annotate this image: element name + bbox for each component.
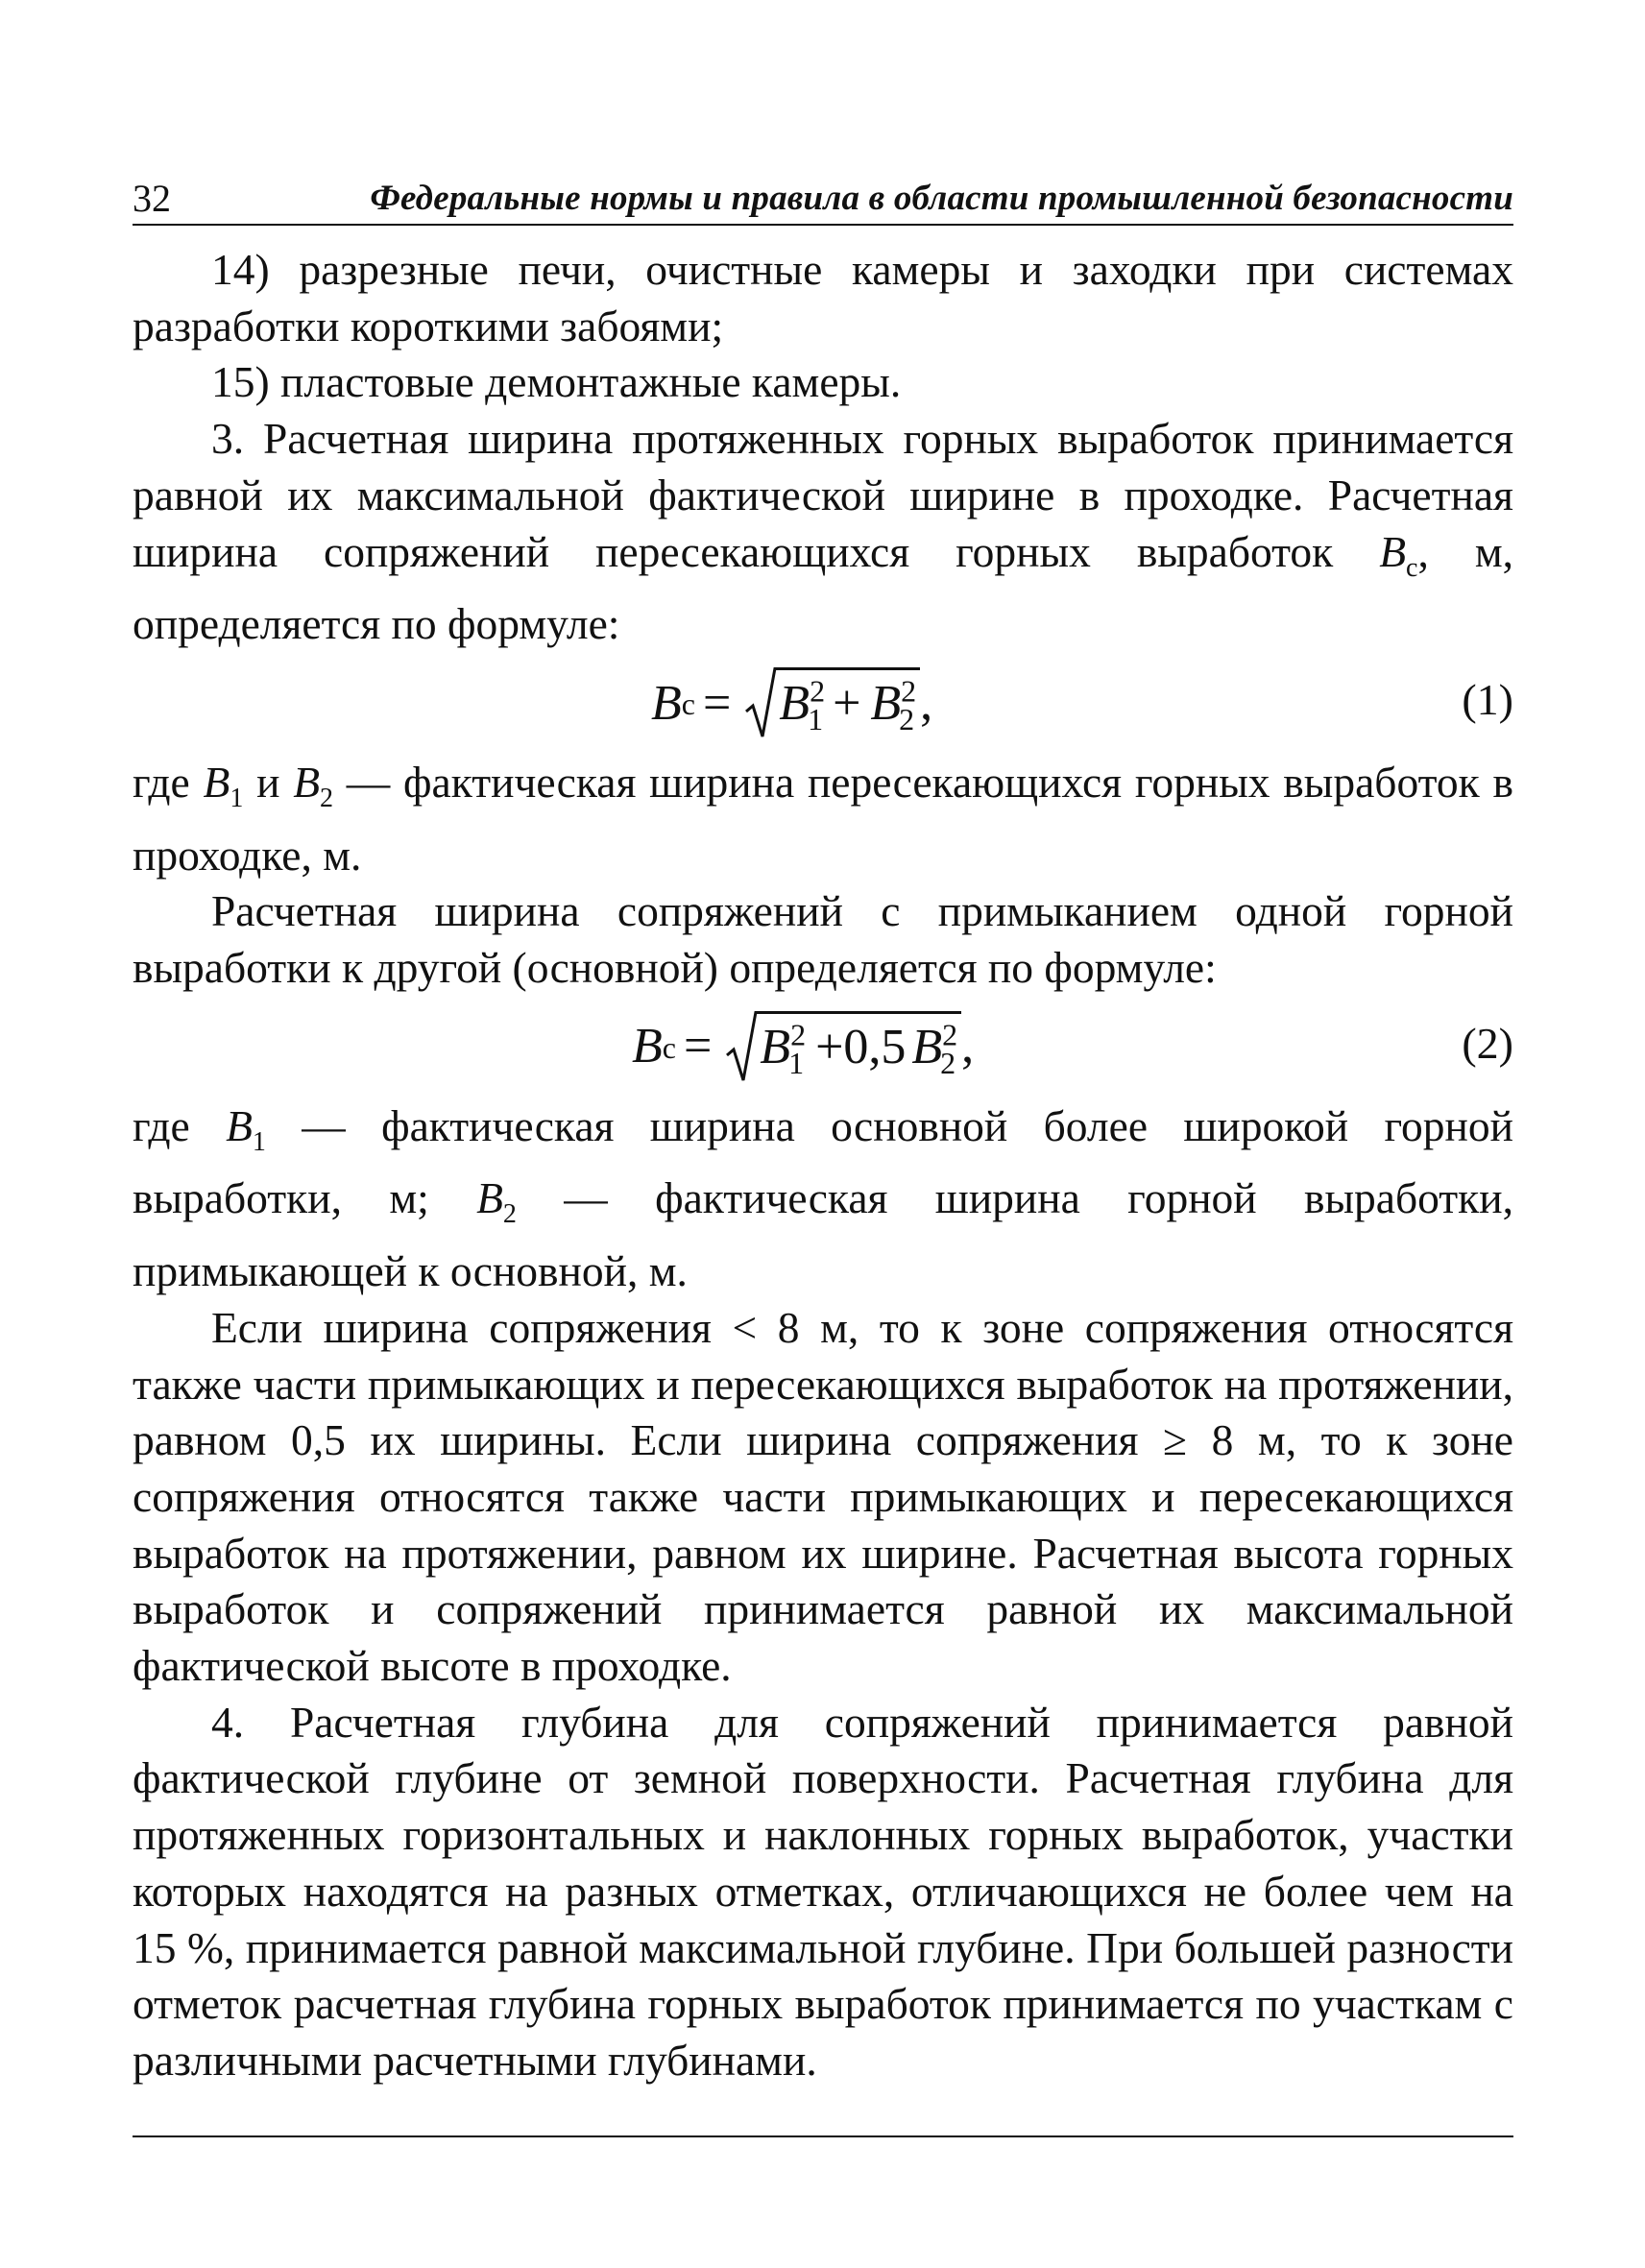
formula-1-equals: = (702, 675, 732, 731)
formula-2-b1-sup: 2 (790, 1017, 807, 1052)
var-b2-sub: 2 (320, 783, 333, 813)
formula-1-b2-sub: 2 (899, 702, 915, 737)
section-3-text-b: , м, определяется по формуле: (133, 526, 1514, 649)
formula-2-explanation-text-2: — фактическая ширина горной выработки, примыкающей к основной, м. (133, 1173, 1513, 1296)
formula-1-lhs: B (651, 675, 682, 731)
list-item-14: 14) разрезные печи, очистные камеры и заходки при системах разработки короткими забоями; (133, 245, 1513, 350)
formula-2-expression: B с = $B^2_1 +0,5$ $B^2_2$ , (632, 997, 974, 1098)
formula-2-b2-sub: 2 (940, 1046, 956, 1081)
formula-2-explanation (133, 1098, 1513, 1300)
where-word: где (133, 757, 204, 807)
formula-1-explanation-text: — фактическая ширина пересекающихся горных выработок в проходке, м. (133, 757, 1513, 880)
section-3-paragraph (133, 411, 1513, 653)
var-b2-sub: 2 (502, 1199, 517, 1230)
page-number: 32 (133, 177, 171, 220)
formula-1-number: (1) (1462, 674, 1513, 724)
var-b1: B (203, 757, 230, 807)
formula-2-coefficient: +0,5 (815, 1019, 907, 1074)
formula-1-explanation (133, 755, 1513, 883)
radical-sign-icon (725, 1011, 758, 1084)
formula-2-radicand (756, 1011, 961, 1084)
formula-2-comma: , (961, 1019, 975, 1074)
list-item-15: 15) пластовые демонтажные камеры. (211, 357, 902, 407)
running-title: Федеральные нормы и правила в области промышленной безопасности (370, 179, 1513, 218)
var-b2: B (293, 757, 320, 807)
var-b: B (1379, 526, 1407, 576)
formula-1-b1-sub: 1 (808, 702, 824, 737)
formula-2-equals: = (683, 1019, 713, 1074)
page-header (133, 176, 1513, 226)
var-b1-sub: 1 (230, 783, 244, 813)
var-b1-sub: 1 (252, 1126, 266, 1157)
var-b1: B (226, 1100, 253, 1150)
page-body (133, 242, 1513, 2089)
formula-1-b1: B (779, 675, 810, 731)
formula-2-b1: B (760, 1019, 791, 1074)
section-3-text-a: 3. Расчетная ширина протяженных горных выработок принимается равной их максимальной фактической ширине в проходке. Расчетная ширина сопряжений пересекающихся горных выработок (133, 414, 1513, 576)
formula-2-lhs: B (632, 1019, 663, 1074)
formula-2-number: (2) (1462, 1018, 1513, 1068)
radical-sign-icon (744, 667, 777, 740)
formula-2-b2-sup: 2 (942, 1017, 958, 1052)
var-b2: B (476, 1173, 503, 1223)
formula-1-expression: B с = $B^2_1 + B^2_2$ , (651, 653, 932, 755)
width-paragraph: Если ширина сопряжения < 8 м, то к зоне сопряжения относятся также части примыкающих и пересекающихся выработок на протяжении, равном 0,5 их ширины. Если ширина сопряжения ≥ 8 м, то к зоне сопряжения относятся также части примыкающих и пересекающихся выработок на протяжении, равном их ширине. Расчетная высота горных выработок и сопряжений принимается равной их максимальной фактической высоте в проходке. (133, 1302, 1513, 1691)
formula-1-radicand (775, 667, 920, 740)
formula-1-b2: B (870, 675, 902, 731)
formula-1-comma: , (920, 675, 933, 731)
formula-1-sqrt (744, 667, 920, 740)
footer-rule (133, 2135, 1513, 2137)
and-word: и (243, 757, 294, 807)
formula-2-sqrt (725, 1011, 961, 1084)
formula-1-plus: + (833, 675, 861, 731)
where-word: где (133, 1100, 227, 1150)
formula-2 (133, 997, 1513, 1098)
formula-1-b1-sup: 2 (810, 673, 826, 709)
section-4-paragraph: 4. Расчетная глубина для сопряжений принимается равной фактической глубине от земной поверхности. Расчетная глубина для протяженных горизонтальных и наклонных горных выработок, участки которых находятся на разных отметках, отличающихся не более чем на 15 %, принимается равной максимальной глубине. При большей разности отметок расчетная глубина горных выработок принимается по участкам с различными расчетными глубинами. (133, 1697, 1513, 2085)
formula-2-b2: B (911, 1019, 943, 1074)
formula-1 (133, 653, 1513, 755)
formula-2-b1-sub: 1 (788, 1046, 805, 1081)
var-subscript-c: с (1406, 552, 1418, 583)
formula-1-b2-sup: 2 (901, 673, 917, 709)
formula-2-explanation-text-1: — фактическая ширина основной более широкой горной выработки, м; (133, 1100, 1513, 1223)
adjoin-paragraph: Расчетная ширина сопряжений с примыканием одной горной выработки к другой (основной) определяется по формуле: (133, 886, 1513, 993)
